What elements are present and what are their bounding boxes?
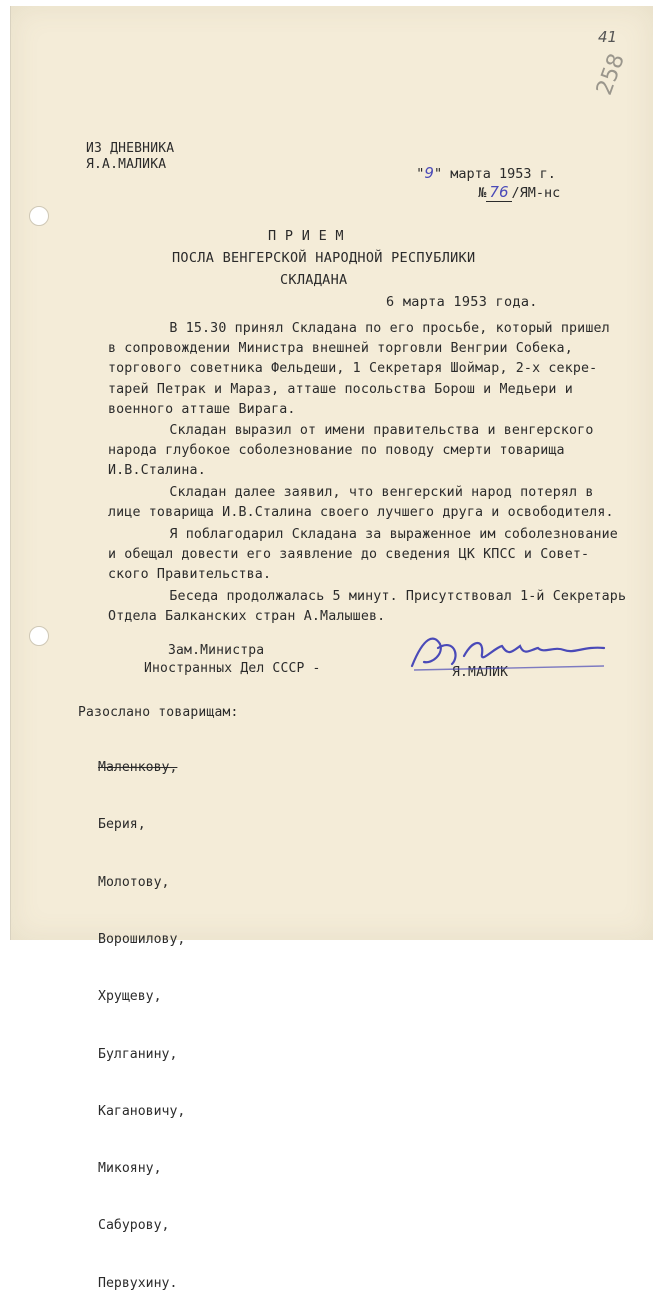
- body-line: тарей Петрак и Мараз, атташе посольства Борош и Медьери и: [108, 382, 573, 397]
- distribution-heading: Разослано товарищам:: [78, 705, 239, 720]
- signer-position-line2: Иностранных Дел СССР -: [144, 661, 321, 676]
- signer-position-line1: Зам.Министра: [168, 643, 265, 658]
- signer-name: Я.МАЛИК: [452, 665, 509, 680]
- body-line: Беседа продолжалась 5 минут. Присутствовал 1-й Секретарь: [96, 589, 627, 604]
- diary-from-line1: ИЗ ДНЕВНИКА: [86, 141, 175, 156]
- recipient: Микояну,: [98, 1161, 162, 1177]
- date-day-handwritten: 9: [424, 164, 434, 182]
- punch-hole-bottom: [29, 626, 49, 646]
- recipient: Кагановичу,: [98, 1103, 186, 1119]
- title-line3: СКЛАДАНА: [280, 272, 348, 288]
- date-rest: " марта 1953 г.: [433, 166, 556, 182]
- body-line: Отдела Балканских стран А.Малышев.: [108, 609, 386, 624]
- body-line: военного атташе Вирага.: [108, 402, 296, 417]
- body-line: торгового советника Фельдеши, 1 Секретаря Шоймар, 2-х секре-: [108, 361, 598, 376]
- recipient: Сабурову,: [98, 1218, 170, 1234]
- number-prefix: №: [478, 185, 487, 201]
- body-line: в сопровождении Министра внешней торговли Венгрии Собека,: [108, 341, 573, 356]
- body-line: лице товарища И.В.Сталина своего лучшего друга и освободителя.: [108, 505, 614, 520]
- body-line: ского Правительства.: [108, 567, 272, 582]
- recipient: Хрущеву,: [98, 989, 162, 1005]
- recipient: Булганину,: [98, 1046, 178, 1062]
- body-line: И.В.Сталина.: [108, 463, 206, 478]
- distribution-list: [98, 720, 185, 1312]
- body-line: народа глубокое соболезнование по поводу смерти товарища: [108, 443, 565, 458]
- body-line: В 15.30 принял Складана по его просьбе, который пришел: [96, 321, 610, 336]
- recipient: Молотову,: [98, 874, 170, 890]
- recipient: Маленкову,: [98, 760, 178, 776]
- body-line: и обещал довести его заявление до сведения ЦК КПСС и Совет-: [108, 547, 590, 562]
- body-line: Я поблагодарил Складана за выраженное им соболезнование: [96, 527, 618, 542]
- recipient: Берия,: [98, 817, 146, 833]
- title-line1: П Р И Е М: [268, 228, 344, 244]
- recipient: Ворошилову,: [98, 932, 186, 948]
- date-quote-open: ": [416, 166, 425, 182]
- punch-hole-top: [29, 206, 49, 226]
- body-line: Складан выразил от имени правительства и венгерского: [96, 423, 594, 438]
- title-line2: ПОСЛА ВЕНГЕРСКОЙ НАРОДНОЙ РЕСПУБЛИКИ: [172, 250, 476, 266]
- body-line: Складан далее заявил, что венгерский народ потерял в: [96, 485, 594, 500]
- diary-from-line2: Я.А.МАЛИКА: [86, 157, 167, 172]
- meeting-date: 6 марта 1953 года.: [386, 294, 538, 310]
- recipient: Первухину.: [98, 1275, 178, 1291]
- number-suffix: /ЯМ-нс: [511, 185, 561, 201]
- number-value-handwritten: 76: [486, 183, 511, 202]
- page-number: 41: [598, 28, 618, 46]
- document-number: [462, 167, 560, 201]
- pencil-archive-mark: 258: [592, 50, 630, 99]
- handwritten-signature: [404, 626, 624, 676]
